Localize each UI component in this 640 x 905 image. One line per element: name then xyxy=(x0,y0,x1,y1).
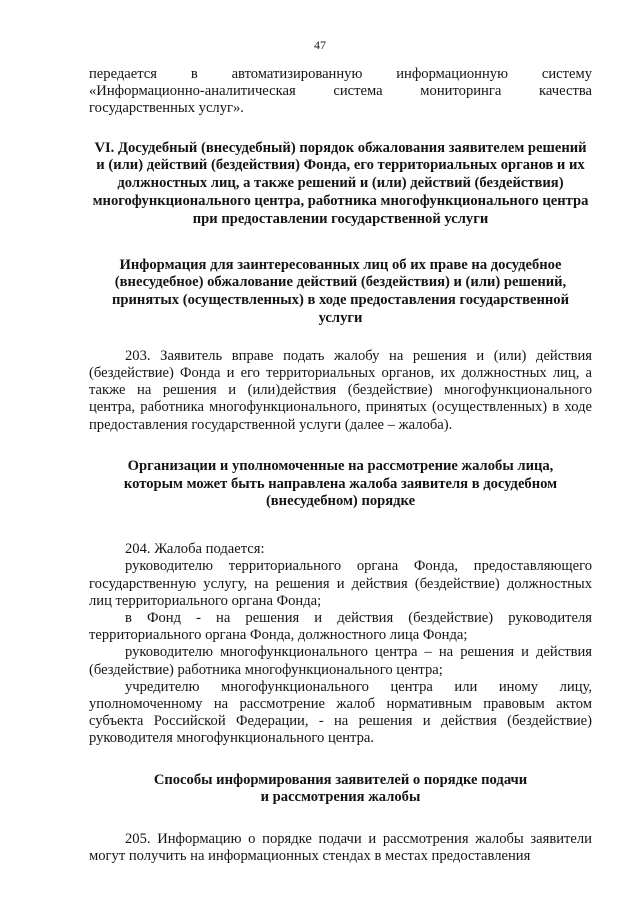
paragraph-204-item-2: в Фонд - на решения и действия (бездействие) руководителя территориального органа Фонда, должностного лица Фонда; xyxy=(89,610,592,644)
paragraph-205: 205. Информацию о порядке подачи и рассмотрения жалобы заявители могут получить на информационных стендах в местах предоставления xyxy=(89,831,592,865)
page-content xyxy=(89,66,592,866)
intro-line-3: государственных услуг». xyxy=(89,100,244,117)
intro-line-2: «Информационно-аналитическая система мониторинга качества xyxy=(89,83,592,100)
section-vi-heading: VI. Досудебный (внесудебный) порядок обжалования заявителем решений и (или) действий (бездействия) Фонда, его территориальных органов и их должностных лиц, а также решений и (или) действий (бездействия) многофункционального центра, работника многофункционального центра при предоставлении государственной услуги xyxy=(92,139,589,227)
paragraph-204-item-1: руководителю территориального органа Фонда, предоставляющего государственную услугу, на решения и действия (бездействие) должностных лиц территориального органа Фонда; xyxy=(89,558,592,609)
subsection-ways-heading: Способы информирования заявителей о порядке подачи и рассмотрения жалобы xyxy=(153,771,528,806)
subsection-orgs-heading: Организации и уполномоченные на рассмотрение жалобы лица, которым может быть направлена жалоба заявителя в досудебном (внесудебном) порядке xyxy=(123,457,558,510)
paragraph-204-item-3: руководителю многофункционального центра – на решения и действия (бездействие) работника многофункционального центра; xyxy=(89,644,592,678)
page-number: 47 xyxy=(314,38,326,52)
paragraph-204-lead: 204. Жалоба подается: xyxy=(125,541,265,558)
intro-line-1: передается в автоматизированную информационную систему xyxy=(89,66,592,82)
paragraph-203: 203. Заявитель вправе подать жалобу на решения и (или) действия (бездействие) Фонда и его территориальных органов, их должностных лиц, а также на решения и (или)действия (бездействие) многофункционального центра, работника многофункционального, принятых (осуществленных) в ходе предоставления государственной услуги (далее – жалоба). xyxy=(89,347,592,433)
subsection-info-heading: Информация для заинтересованных лиц об их праве на досудебное (внесудебное) обжалование действий (бездействия) и (или) решений, принятых (осуществленных) в ходе предоставления государственной услуги xyxy=(111,256,569,326)
paragraph-204-item-4: учредителю многофункционального центра или иному лицу, уполномоченному на рассмотрение жалоб нормативным правовым актом субъекта Российской Федерации, - на решения и действия (бездействие) руководителя многофункционального центра. xyxy=(89,678,592,747)
